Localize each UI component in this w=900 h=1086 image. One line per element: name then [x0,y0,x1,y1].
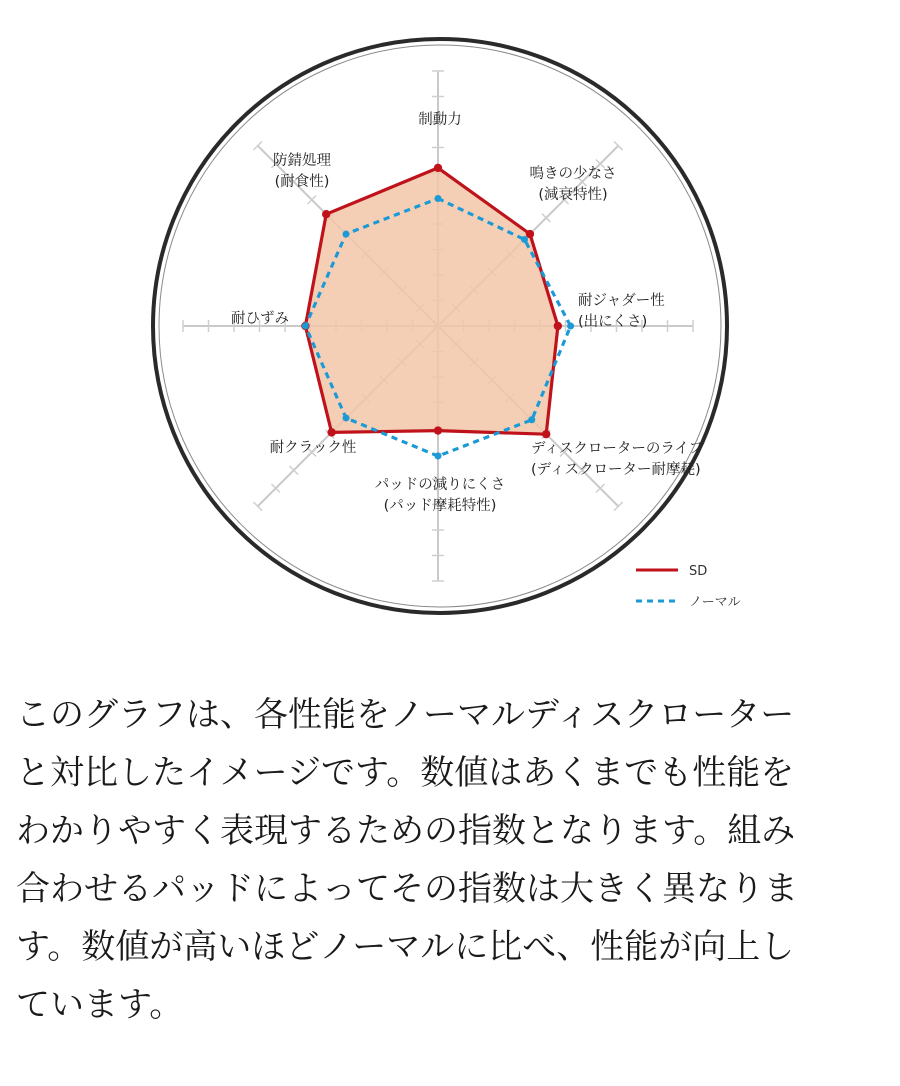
axis-label: (減衰特性) [538,187,608,203]
series-sd-point [542,430,550,438]
series-sd-point [554,322,562,330]
caption-text [16,686,888,1034]
caption-line: ています。 [16,985,184,1025]
series-sd-point [322,210,330,218]
legend [636,564,741,610]
legend-label-sd: SD [689,564,708,579]
caption-line: す。数値が高いほどノーマルに比べ、性能が向上し [16,927,795,967]
series-sd-point [327,428,335,436]
series-sd-point [434,164,442,172]
axis-label: 防錆処理 [273,153,331,169]
axis-label: 鳴きの少なさ [529,166,617,182]
axis-label: 制動力 [418,112,462,128]
axis-label: (パッド摩耗特性) [383,498,497,514]
axis-label: パッドの減りにくさ [374,477,506,493]
series-sd-point [434,426,442,434]
caption-line: と対比したイメージです。数値はあくまでも性能を [16,753,795,793]
axis-label: 耐ひずみ [231,311,289,327]
caption-line: 合わせるパッドによってその指数は大きく異なりま [16,869,798,909]
series-sd-polygon [305,168,558,434]
axis-label: 耐クラック性 [269,440,357,456]
axis-label: (出にくさ) [578,314,648,330]
axis-label: (ディスクローター耐摩耗) [531,462,701,478]
caption-line: このグラフは、各性能をノーマルディスクローター [16,695,795,735]
axis-label: (耐食性) [274,174,330,190]
axis-label: ディスクローターのライフ [531,441,703,457]
axis-label: 耐ジャダー性 [578,293,665,309]
caption-line: わかりやすく表現するための指数となります。組み [16,811,796,851]
legend-label-normal: ノーマル [689,595,741,610]
radar-series [301,164,574,460]
